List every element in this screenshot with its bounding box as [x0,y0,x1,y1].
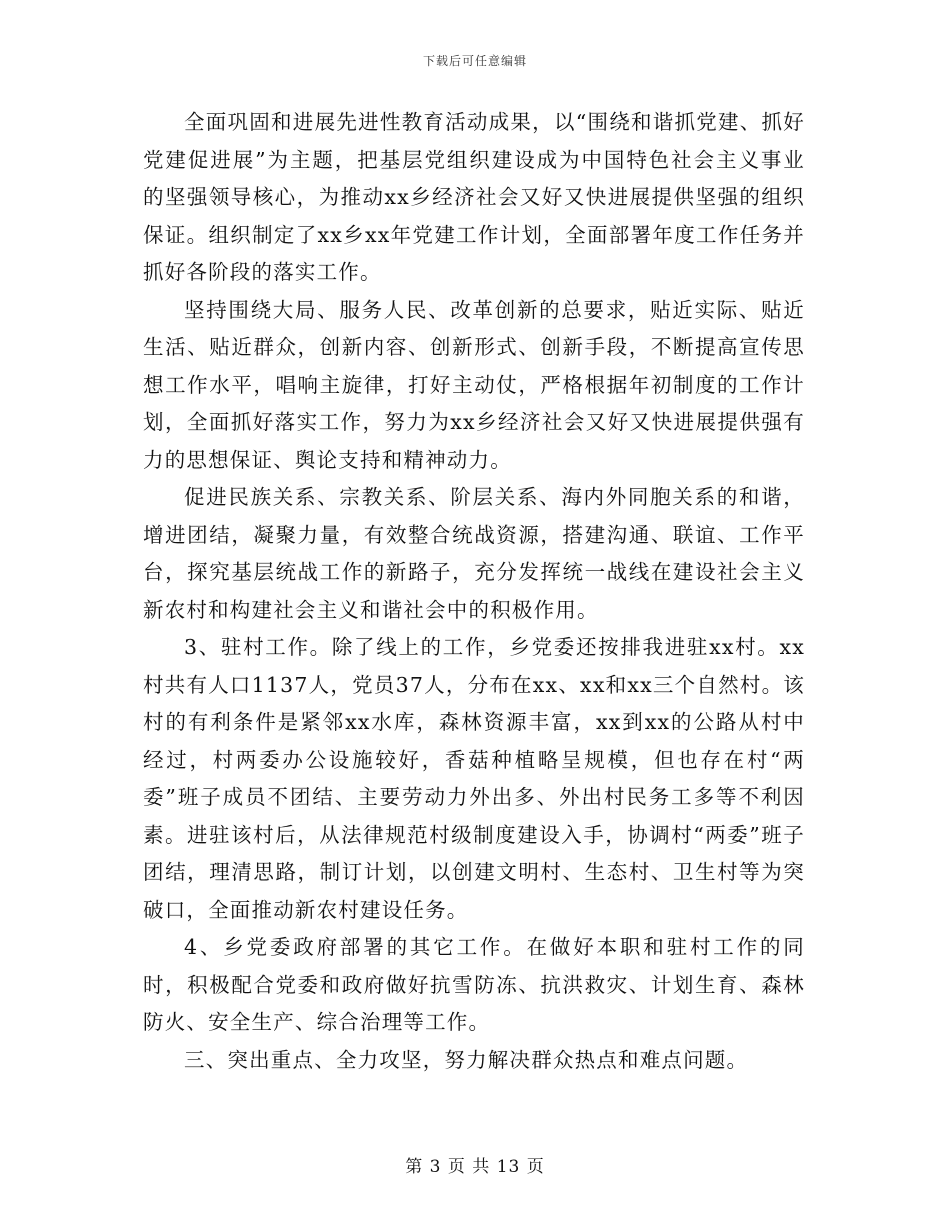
paragraph-section-three: 三、突出重点、全力攻坚，努力解决群众热点和难点问题。 [184,1047,749,1072]
paragraph-party-building: 全面巩固和进展先进性教育活动成果，以“围绕和谐抓党建、抓好党建促进展”为主题，把基层党组织建设成为中国特色社会主义事业的坚强领导核心，为推动xx乡经济社会又好又快进展提供坚强的组织保证。组织制定了xx乡xx年党建工作计划，全面部署年度工作任务并抓好各阶段的落实工作。 [143,110,805,284]
paragraph-propaganda: 坚持围绕大局、服务人民、改革创新的总要求，贴近实际、贴近生活、贴近群众，创新内容、创新形式、创新手段，不断提高宣传思想工作水平，唱响主旋律，打好主动仗，严格根据年初制度的工作计划，全面抓好落实工作，努力为xx乡经济社会又好又快进展提供强有力的思想保证、舆论支持和精神动力。 [143,297,805,472]
page-header: 下载后可任意编辑 [422,54,527,68]
paragraph-village-work: 3、驻村工作。除了线上的工作，乡党委还按排我进驻xx村。xx村共有人口1137人，党员37人，分布在xx、xx和xx三个自然村。该村的有利条件是紧邻xx水库，森林资源丰富，xx到xx的公路从村中经过，村两委办公设施较好，香菇种植略呈规模，但也存在村“两委”班子成员不团结、主要劳动力外出多、外出村民务工多等不利因素。进驻该村后，从法律规范村级制度建设入手，协调村“两委”班子团结，理清思路，制订计划，以创建文明村、生态村、卫生村等为突破口，全面推动新农村建设任务。 [143,635,805,922]
paragraph-other-work: 4、乡党委政府部署的其它工作。在做好本职和驻村工作的同时，积极配合党委和政府做好抗雪防冻、抗洪救灾、计划生育、森林防火、安全生产、综合治理等工作。 [143,935,805,1034]
paragraph-united-front: 促进民族关系、宗教关系、阶层关系、海内外同胞关系的和谐，增进团结，凝聚力量，有效整合统战资源，搭建沟通、联谊、工作平台，探究基层统战工作的新路子，充分发挥统一战线在建设社会主义新农村和构建社会主义和谐社会中的积极作用。 [143,485,805,622]
document-body [143,104,805,1079]
page-number: 第 3 页 共 13 页 [405,1157,545,1177]
